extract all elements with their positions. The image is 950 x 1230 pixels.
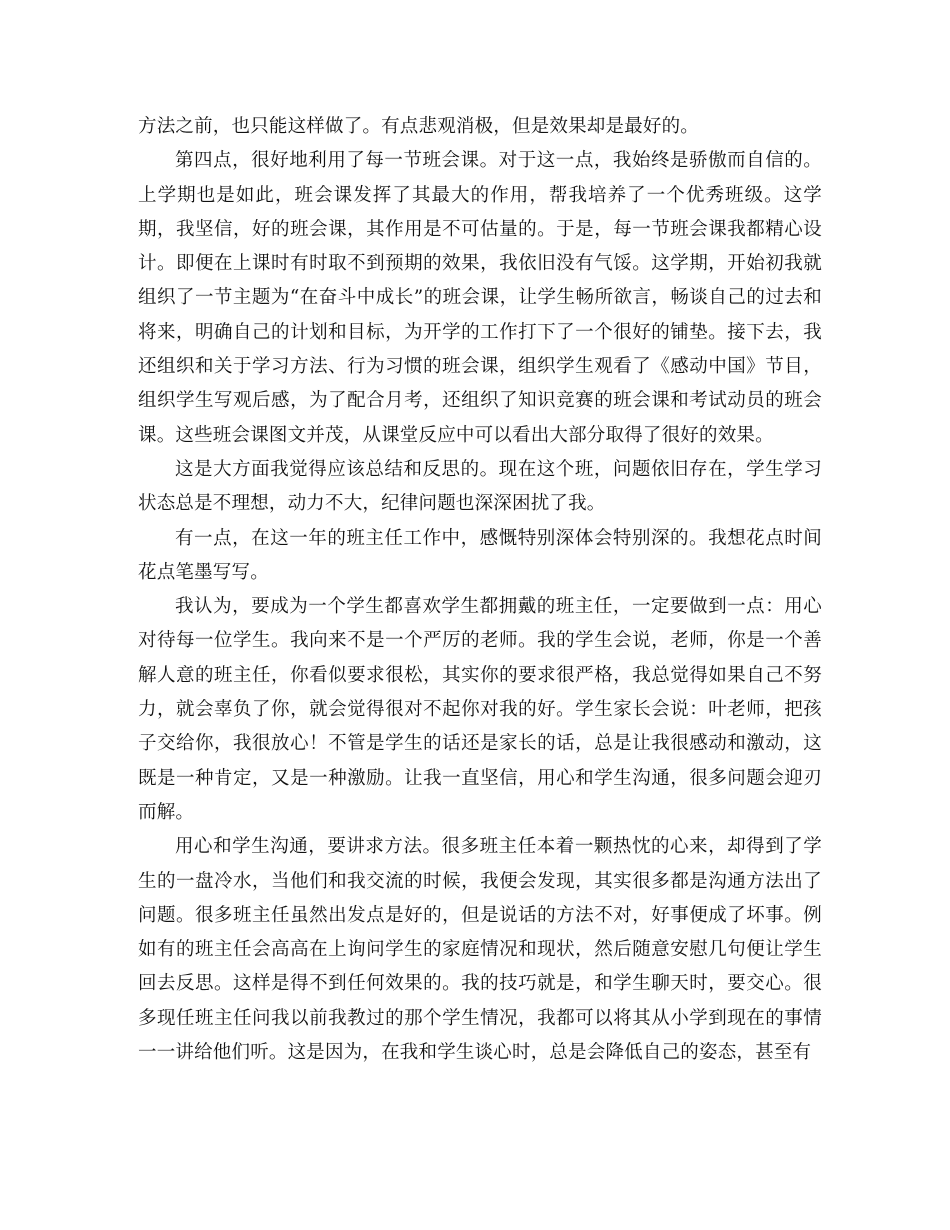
paragraph-care-for-students: 我认为，要成为一个学生都喜欢学生都拥戴的班主任，一定要做到一点：用心对待每一位学生。我向来不是一个严厉的老师。我的学生会说，老师，你是一个善解人意的班主任，你看似要求很松，其实你的要求很严格，我总觉得如果自己不努力，就会辜负了你，就会觉得很对不起你对我的好。学生家长会说：叶老师，把孩子交给你，我很放心！不管是学生的话还是家长的话，总是让我很感动和激动，这既是一种肯定，又是一种激励。让我一直坚信，用心和学生沟通，很多问题会迎刃而解。 [138,596,822,823]
paragraph-continuation: 方法之前，也只能这样做了。有点悲观消极，但是效果却是最好的。 [138,116,700,137]
paragraph-feelings: 有一点，在这一年的班主任工作中，感慨特别深体会特别深的。我想花点时间花点笔墨写写。 [138,527,822,583]
paragraph-communication-methods: 用心和学生沟通，要讲求方法。很多班主任本着一颗热忱的心来，却得到了学生的一盘冷水，当他们和我交流的时候，我便会发现，其实很多都是沟通方法出了问题。很多班主任虽然出发点是好的，但是说话的方法不对，好事便成了坏事。例如有的班主任会高高在上询问学生的家庭情况和现状，然后随意安慰几句便让学生回去反思。这样是得不到任何效果的。我的技巧就是，和学生聊天时，要交心。很多现任班主任问我以前我教过的那个学生情况，我都可以将其从小学到现在的事情一一讲给他们听。这是因为，在我和学生谈心时，总是会降低自己的姿态，甚至有 [138,836,822,1064]
paragraph-reflection: 这是大方面我觉得应该总结和反思的。现在这个班，问题依旧存在，学生学习状态总是不理想，动力不大，纪律问题也深深困扰了我。 [138,458,822,515]
paragraph-class-meetings: 第四点，很好地利用了每一节班会课。对于这一点，我始终是骄傲而自信的。上学期也是如此，班会课发挥了其最大的作用，帮我培养了一个优秀班级。这学期，我坚信，好的班会课，其作用是不可估量的。于是，每一节班会课我都精心设计。即便在上课时有时取不到预期的效果，我依旧没有气馁。这学期，开始初我就组织了一节主题为“在奋斗中成长”的班会课，让学生畅所欲言，畅谈自己的过去和将来，明确自己的计划和目标，为开学的工作打下了一个很好的铺垫。接下去，我还组织和关于学习方法、行为习惯的班会课，组织学生观看了《感动中国》节目，组织学生写观后感，为了配合月考，还组织了知识竞赛的班会课和考试动员的班会课。这些班会课图文并茂，从课堂反应中可以看出大部分取得了很好的效果。 [138,150,822,446]
document-body [138,110,822,1070]
